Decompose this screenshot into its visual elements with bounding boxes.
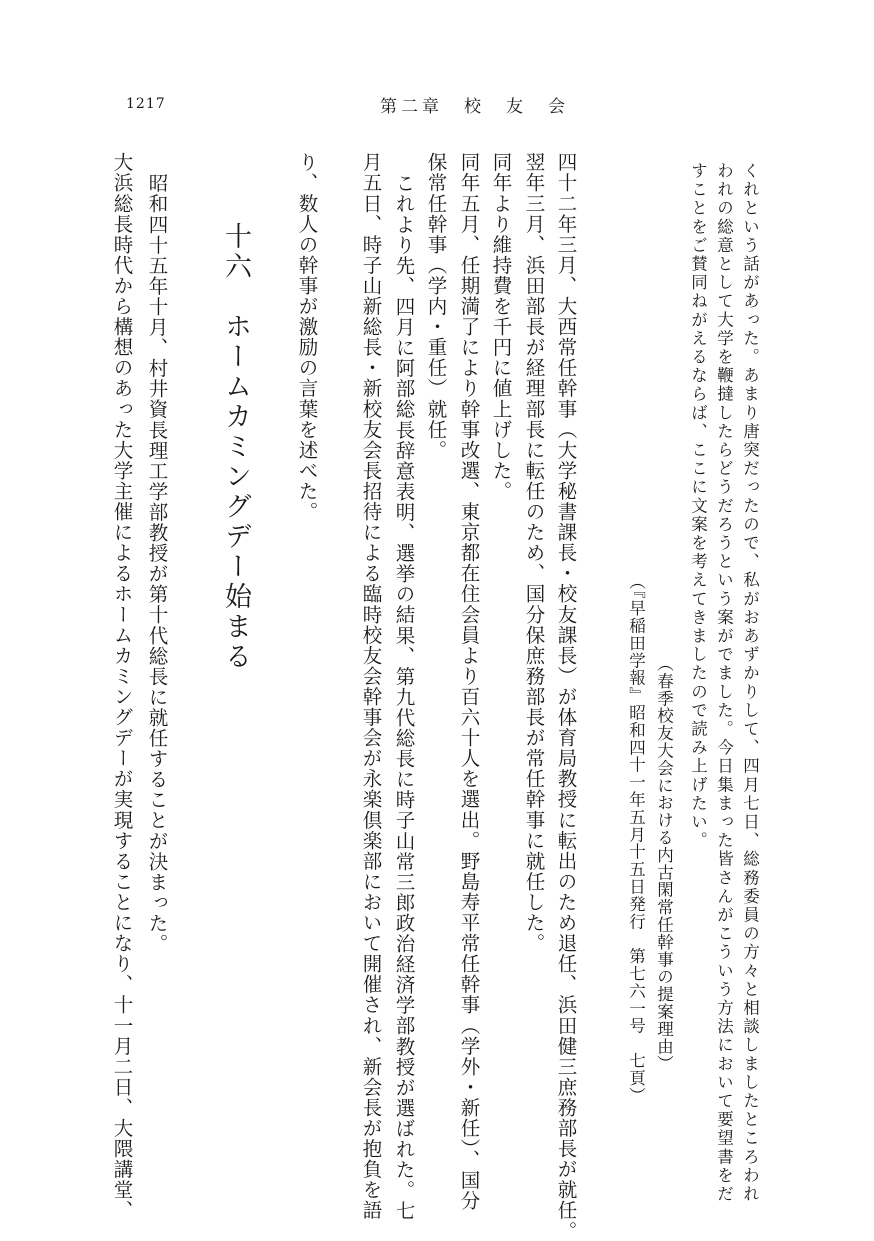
paragraph-line: 同年より維持費を千円に値上げした。 xyxy=(489,152,513,502)
quote-line: われの総意として大学を鞭撻したらどうだろうという案がでました。今日集まった皆さんがこういう方法において要望書をだ xyxy=(714,162,734,1204)
quote-attribution: （春季校友大会における内古閑常任幹事の提案理由） xyxy=(654,655,674,1073)
paragraph-line: これより先、四月に阿部総長辞意表明、選挙の結果、第九代総長に時子山常三郎政治経済学部教授が選ばれた。七 xyxy=(392,173,416,1222)
quote-line: くれという話があった。あまり唐突だったので、私がおあずかりして、四月七日、総務委員の方々と相談しましたところわれ xyxy=(740,162,760,1204)
section-line: 大浜総長時代から構想のあった大学主催によるホームカミングデーが実現することになり、十一月二日、大隈講堂、 xyxy=(110,152,134,1221)
paragraph-line: り、数人の幹事が激励の言葉を述べた。 xyxy=(295,152,319,522)
paragraph-line: 四十二年三月、大西常任幹事（大学秘書課長・校友課長）が体育局教授に転出のため退任、浜田健三庶務部長が就任。 xyxy=(554,152,578,1241)
section-heading: 十六 ホームカミングデー始まる xyxy=(220,222,251,672)
quote-source: （『早稲田学報』昭和四十一年五月十五日発行 第七六一号 七頁） xyxy=(626,573,646,1105)
paragraph-line: 同年五月、任期満了により幹事改選、東京都在住会員より百六十人を選出。野島寿平常任幹事（学外・新任）、国分 xyxy=(457,152,481,1211)
paragraph-line: 保常任幹事（学内・重任）就任。 xyxy=(424,152,448,461)
paragraph-line: 翌年三月、浜田部長が経理部長に転任のため、国分保庶務部長が常任幹事に就任した。 xyxy=(522,152,546,954)
section-line: 昭和四十五年十月、村井資長理工学部教授が第十代総長に就任することが決まった。 xyxy=(145,173,169,954)
page-number: 1217 xyxy=(126,96,166,112)
quote-line: すことをご賛同ねがえるならば、ここに文案を考えてきましたので読み上げたい。 xyxy=(688,162,708,851)
running-head: 第二章 校 友 会 xyxy=(380,97,569,117)
paragraph-line: 月五日、時子山新総長・新校友会長招待による臨時校友会幹事会が永楽倶楽部において開催され、新会長が抱負を語 xyxy=(359,152,383,1221)
